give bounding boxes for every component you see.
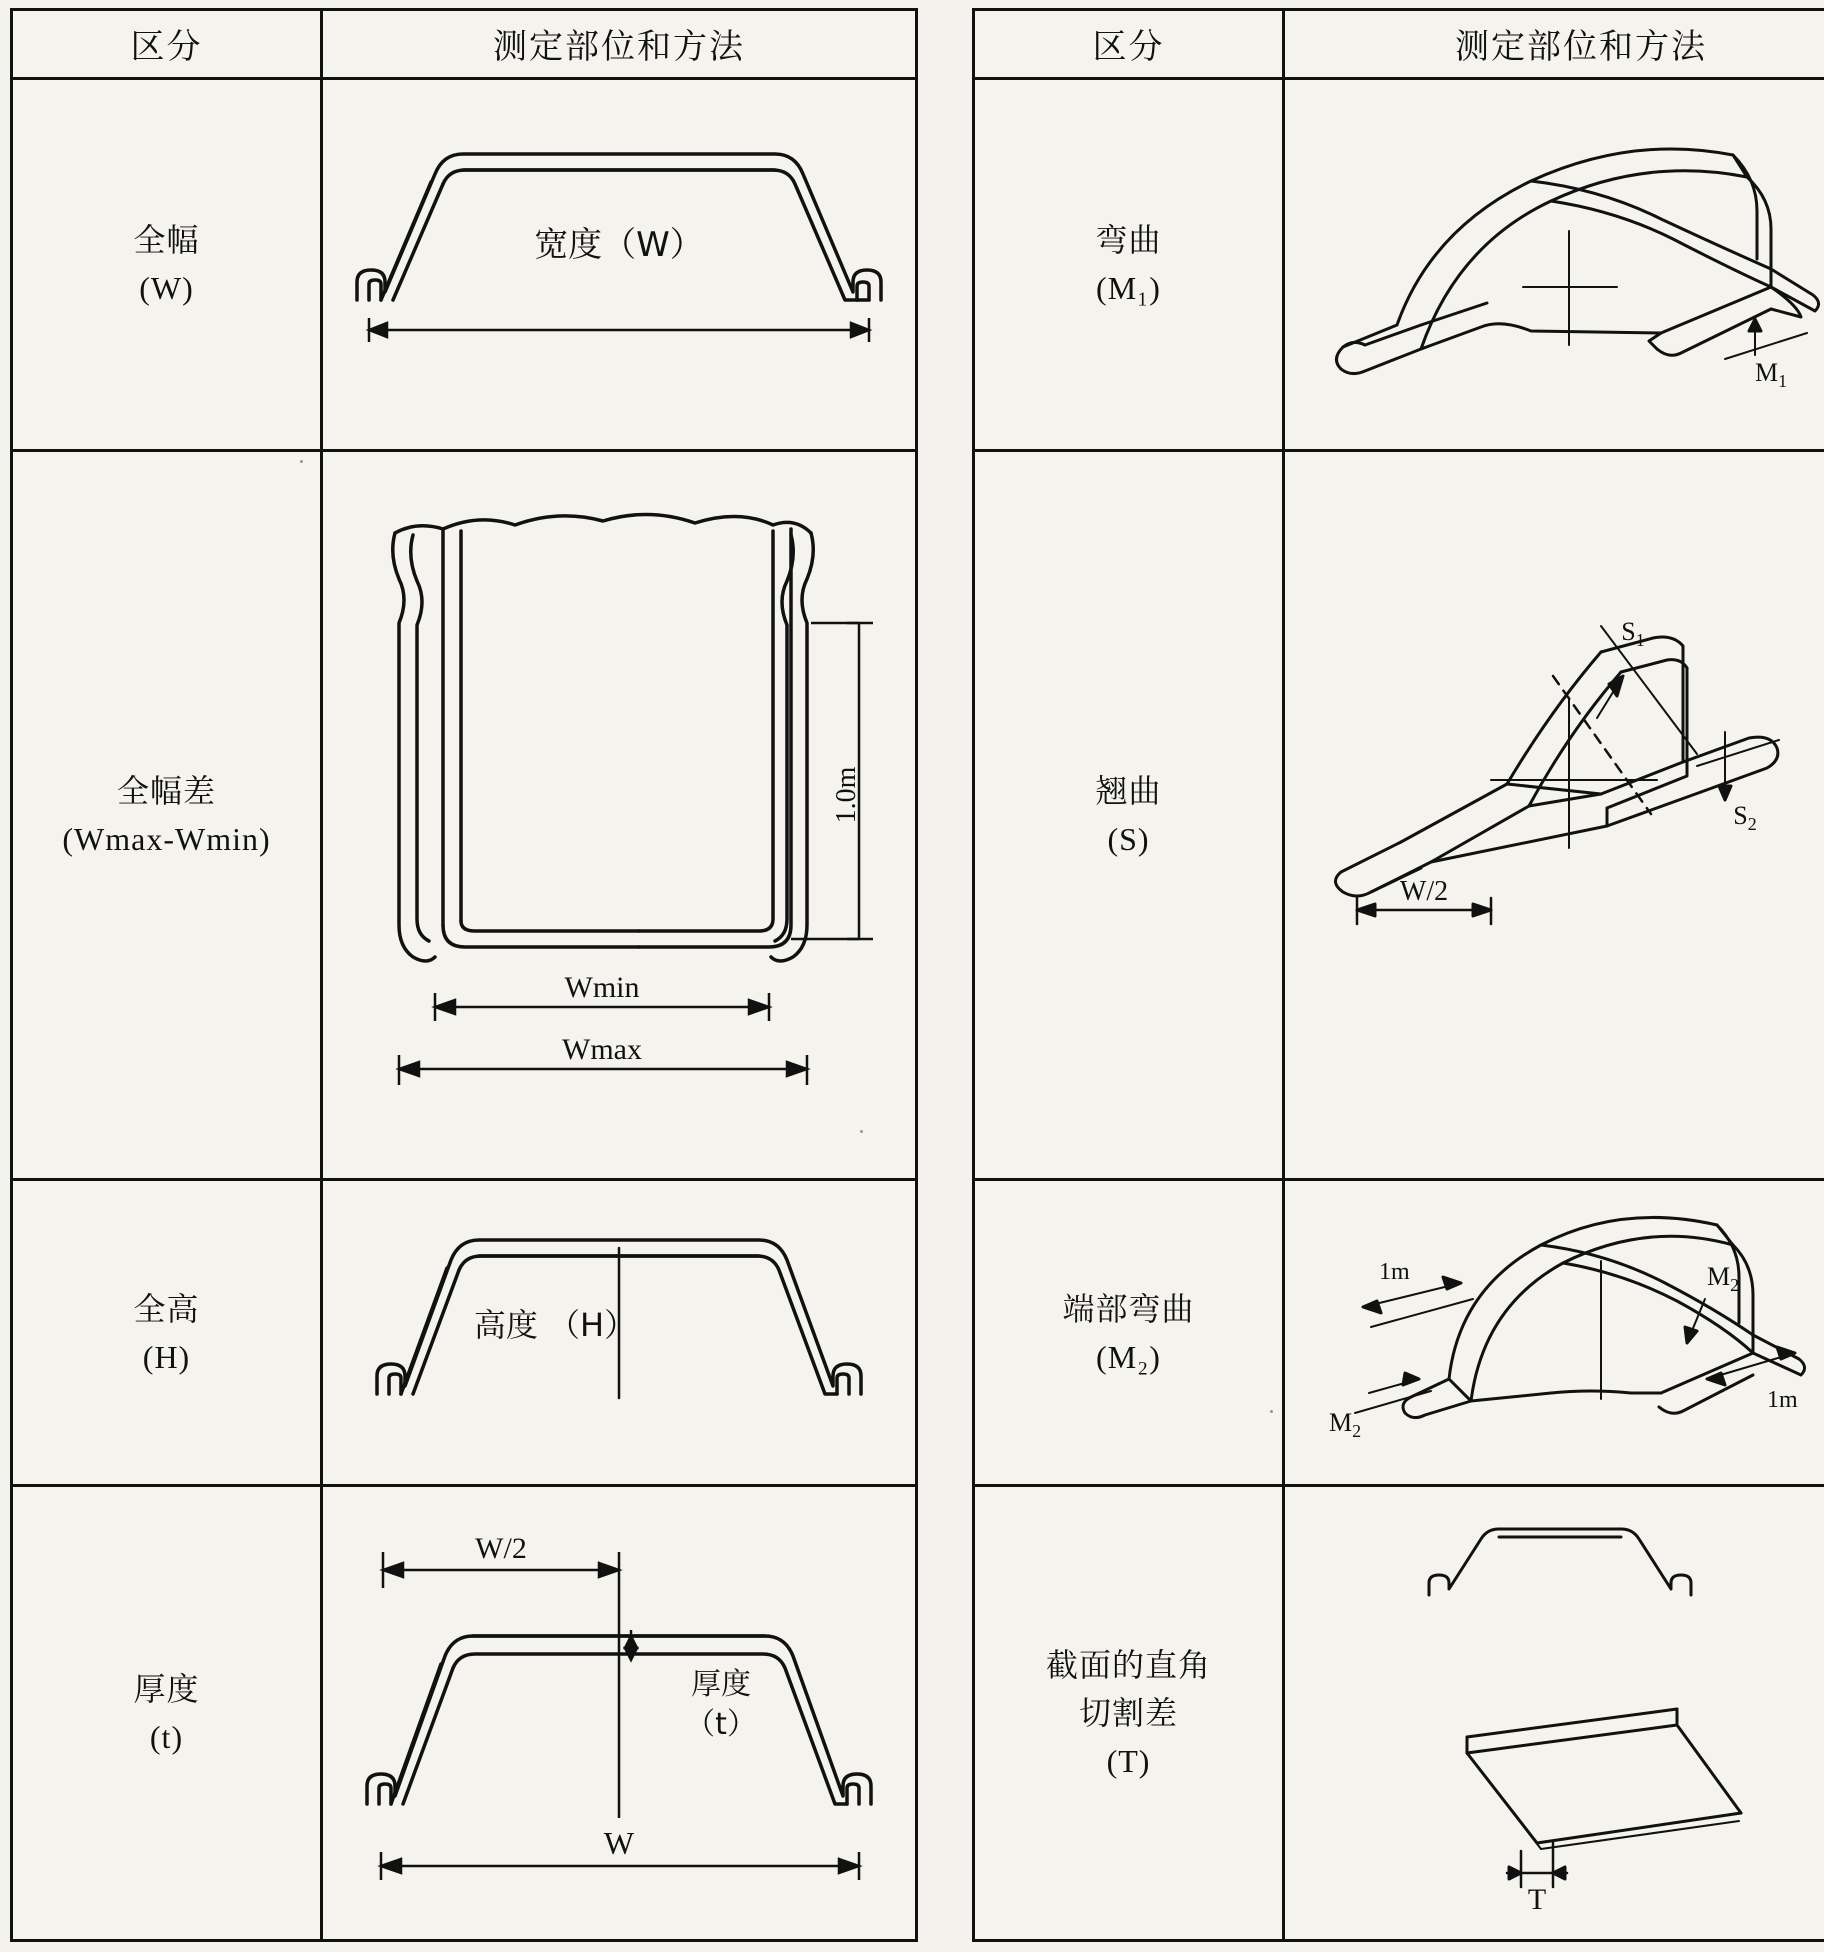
category-symbol: (t): [149, 1719, 184, 1756]
column-header-category: 区分: [974, 10, 1284, 79]
category-label: 端部弯曲: [1062, 1290, 1195, 1327]
figure-label-w: W: [603, 1825, 635, 1862]
category-cell-bending: [974, 78, 1284, 450]
table-row: [12, 1179, 917, 1486]
table-row: [12, 1486, 917, 1941]
category-label-line2: 切割差: [1078, 1695, 1178, 1732]
figure-cell-squareness: [1284, 1486, 1824, 1941]
figure-label-1m-right: 1m: [1767, 1386, 1798, 1413]
width-difference-figure: [339, 495, 899, 1135]
figure-cell-height: [322, 1179, 917, 1486]
end-bending-m2-figure: [1301, 1203, 1824, 1463]
column-header-category: 区分: [12, 10, 322, 79]
right-spec-table: [972, 8, 1824, 1942]
table-row: [12, 450, 917, 1179]
column-header-method: 测定部位和方法: [1284, 10, 1824, 79]
category-symbol: (H): [142, 1338, 191, 1375]
category-label: 弯曲: [1095, 222, 1162, 259]
table-header-row: [12, 10, 917, 79]
table-row: [12, 78, 917, 450]
category-label: 全高: [133, 1290, 200, 1327]
figure-cell-width-difference: [322, 450, 917, 1179]
category-symbol: (S): [1107, 820, 1150, 857]
figure-label-m2-right: $M_2$: [1707, 1261, 1740, 1295]
category-symbol: (T): [1106, 1743, 1151, 1780]
table-row: [974, 1486, 1824, 1941]
figure-label-m2-left: $M_2$: [1329, 1407, 1362, 1441]
category-cell-squareness: [974, 1486, 1284, 1941]
paper-speck: [1270, 1410, 1273, 1413]
figure-cell-width: [322, 78, 917, 450]
figure-label-thickness-symbol: （t）: [685, 1707, 757, 1743]
figure-label-w-half: W/2: [475, 1532, 527, 1566]
figure-label-1m: 1.0m: [831, 766, 862, 824]
table-row: [974, 1179, 1824, 1486]
category-cell-width: [12, 78, 322, 450]
category-label: 截面的直角: [1045, 1647, 1211, 1684]
category-cell-height: [12, 1179, 322, 1486]
category-cell-warp: [974, 450, 1284, 1179]
left-spec-table: [10, 8, 918, 1942]
figure-cell-thickness: [322, 1486, 917, 1941]
figure-cell-warp: [1284, 450, 1824, 1179]
category-symbol: (Wmax-Wmin): [62, 820, 271, 857]
paper-speck: [300, 460, 303, 463]
figure-label-w-half: W/2: [1399, 875, 1449, 907]
figure-label-width: 宽度（W）: [534, 225, 704, 266]
bending-m1-figure: [1301, 119, 1824, 409]
figure-label-thickness: 厚度: [691, 1667, 751, 1703]
figure-label-wmax: Wmax: [562, 1032, 642, 1066]
column-header-method: 测定部位和方法: [322, 10, 917, 79]
category-cell-end-bending: [974, 1179, 1284, 1486]
thickness-section-figure: [349, 1518, 889, 1908]
figure-label-t: T: [1527, 1883, 1547, 1914]
figure-label-1m-left: 1m: [1379, 1258, 1410, 1285]
category-label: 厚度: [133, 1671, 200, 1708]
figure-cell-end-bending: [1284, 1179, 1824, 1486]
category-symbol: (M₁): [1096, 270, 1161, 307]
figure-label-m1: $M_1$: [1754, 358, 1788, 392]
category-label: 全幅: [133, 222, 200, 259]
table-row: [974, 450, 1824, 1179]
figure-label-wmin: Wmin: [564, 970, 640, 1004]
squareness-t-figure: [1321, 1513, 1824, 1913]
category-symbol: (W): [139, 270, 194, 307]
warp-s-figure: [1301, 580, 1824, 1050]
table-header-row: [974, 10, 1824, 79]
category-cell-thickness: [12, 1486, 322, 1941]
figure-cell-bending: [1284, 78, 1824, 450]
category-cell-width-difference: [12, 450, 322, 1179]
figure-label-height: 高度 （H）: [473, 1305, 637, 1344]
category-symbol: (M₂): [1096, 1338, 1161, 1375]
figure-label-s2: $S_2$: [1733, 800, 1757, 834]
figure-label-s1: $S_1$: [1621, 616, 1645, 650]
category-label: 翘曲: [1095, 772, 1162, 809]
width-section-figure: [339, 104, 899, 424]
table-row: [974, 78, 1824, 450]
height-section-figure: [359, 1208, 879, 1458]
paper-speck: [860, 1130, 863, 1133]
category-label: 全幅差: [116, 772, 216, 809]
